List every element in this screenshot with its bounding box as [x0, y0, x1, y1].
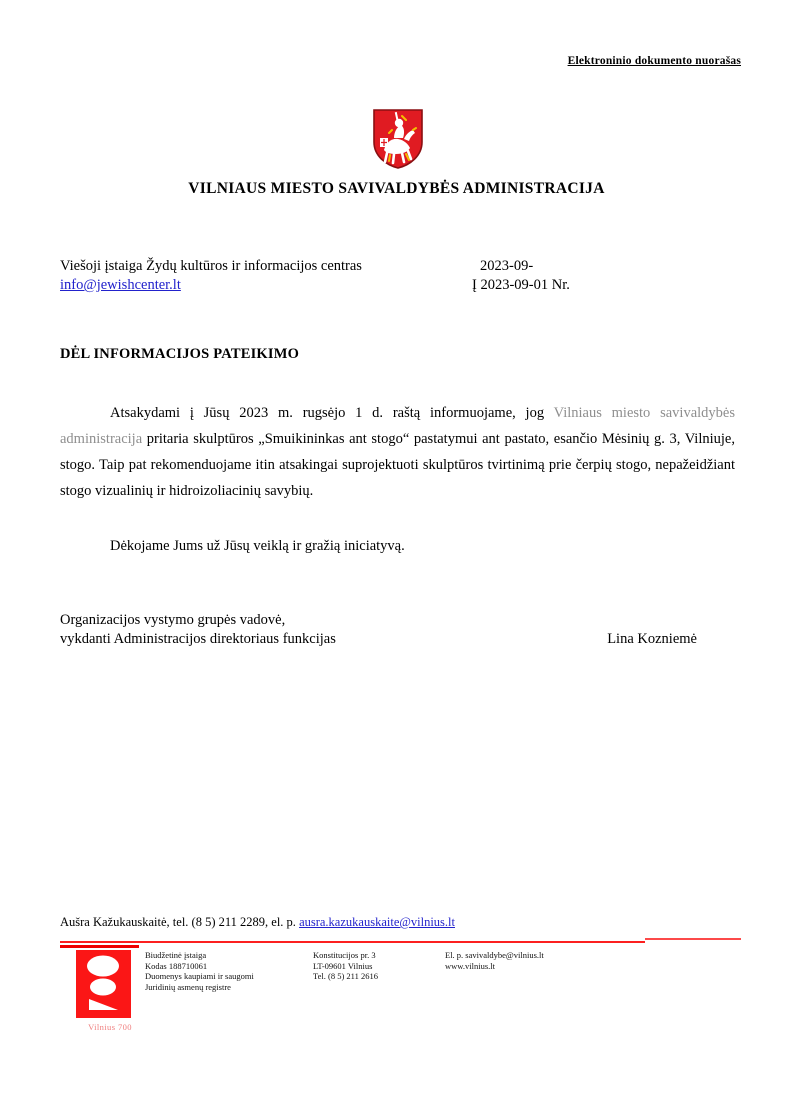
- vilnius-700-logo-icon: [76, 950, 131, 1018]
- divider-line-main: [60, 941, 645, 943]
- electronic-copy-note: Elektroninio dokumento nuorašas: [567, 55, 741, 67]
- subject-heading: DĖL INFORMACIJOS PATEIKIMO: [60, 346, 300, 362]
- incoming-date-reference: Į 2023-09-01 Nr.: [472, 277, 570, 293]
- signatory-title-line-2: vykdanti Administracijos direktoriaus funkcijas: [60, 631, 336, 647]
- footer-col1-line-4: Juridinių asmenų registre: [145, 981, 231, 992]
- footer-col2-line-2: LT-09601 Vilnius: [313, 960, 373, 971]
- contact-email-link[interactable]: ausra.kazukauskaite@vilnius.lt: [299, 915, 455, 929]
- signatory-name: Lina Kozniemė: [607, 631, 697, 647]
- signatory-title-line-1: Organizacijos vystymo grupės vadovė,: [60, 612, 286, 628]
- divider-stub: [60, 945, 139, 948]
- footer-column-1: [145, 950, 320, 992]
- contact-person: Aušra Kažukauskaitė, tel. (8 5) 211 2289, el. p.: [60, 915, 300, 929]
- recipient-name: Viešoji įstaiga Žydų kultūros ir informacijos centras: [60, 258, 362, 274]
- footer-col1-line-2: Kodas 188710061: [145, 960, 208, 971]
- footer-col1-line-3: Duomenys kaupiami ir saugomi: [145, 971, 254, 981]
- body-text-part-1: Atsakydami į Jūsų 2023 m. rugsėjo 1 d. raštą informuojame, jog: [110, 405, 554, 421]
- lithuania-vytis-coat-of-arms-icon: [372, 108, 424, 170]
- outgoing-date: 2023-09-: [480, 258, 534, 274]
- page-title: VILNIAUS MIESTO SAVIVALDYBĖS ADMINISTRACIJA: [188, 180, 605, 197]
- body-text-part-2: pritaria skulptūros „Smuikininkas ant stogo“ pastatymui ant pastato, esančio Mėsinių g. 3, Vilniuje, stogo. Taip pat rekomenduojame itin atsakingai suprojektuoti skulptūros tvirtinimą prie čerpių stogo, nepažeidžiant stogo vizualinių ir hidroizoliacinių savybių.: [60, 431, 735, 499]
- recipient-email-link[interactable]: info@jewishcenter.lt: [60, 277, 181, 293]
- footer-col2-line-3: Tel. (8 5) 211 2616: [313, 971, 378, 981]
- footer-col3-line-2: www.vilnius.lt: [445, 960, 495, 971]
- footer-col2-line-1: Konstitucijos pr. 3: [313, 950, 376, 960]
- divider-line-right: [645, 938, 741, 940]
- footer-col1-line-1: Biudžetinė įstaiga: [145, 950, 207, 960]
- closing-thanks: Dėkojame Jums už Jūsų veiklą ir gražią iniciatyvą.: [110, 538, 405, 554]
- logo-caption: Vilnius 700: [88, 1022, 132, 1032]
- signature-block: [60, 611, 735, 649]
- footer-divider: [60, 936, 740, 948]
- body-text-grey-segment: Vilniaus miesto savivaldybės administracija: [60, 405, 735, 447]
- body-paragraph: [60, 400, 735, 512]
- footer-column-3: [445, 950, 675, 971]
- addressee-block: [60, 258, 740, 296]
- footer-col3-line-1: El. p. savivaldybe@vilnius.lt: [445, 950, 544, 960]
- contact-line: [60, 915, 455, 930]
